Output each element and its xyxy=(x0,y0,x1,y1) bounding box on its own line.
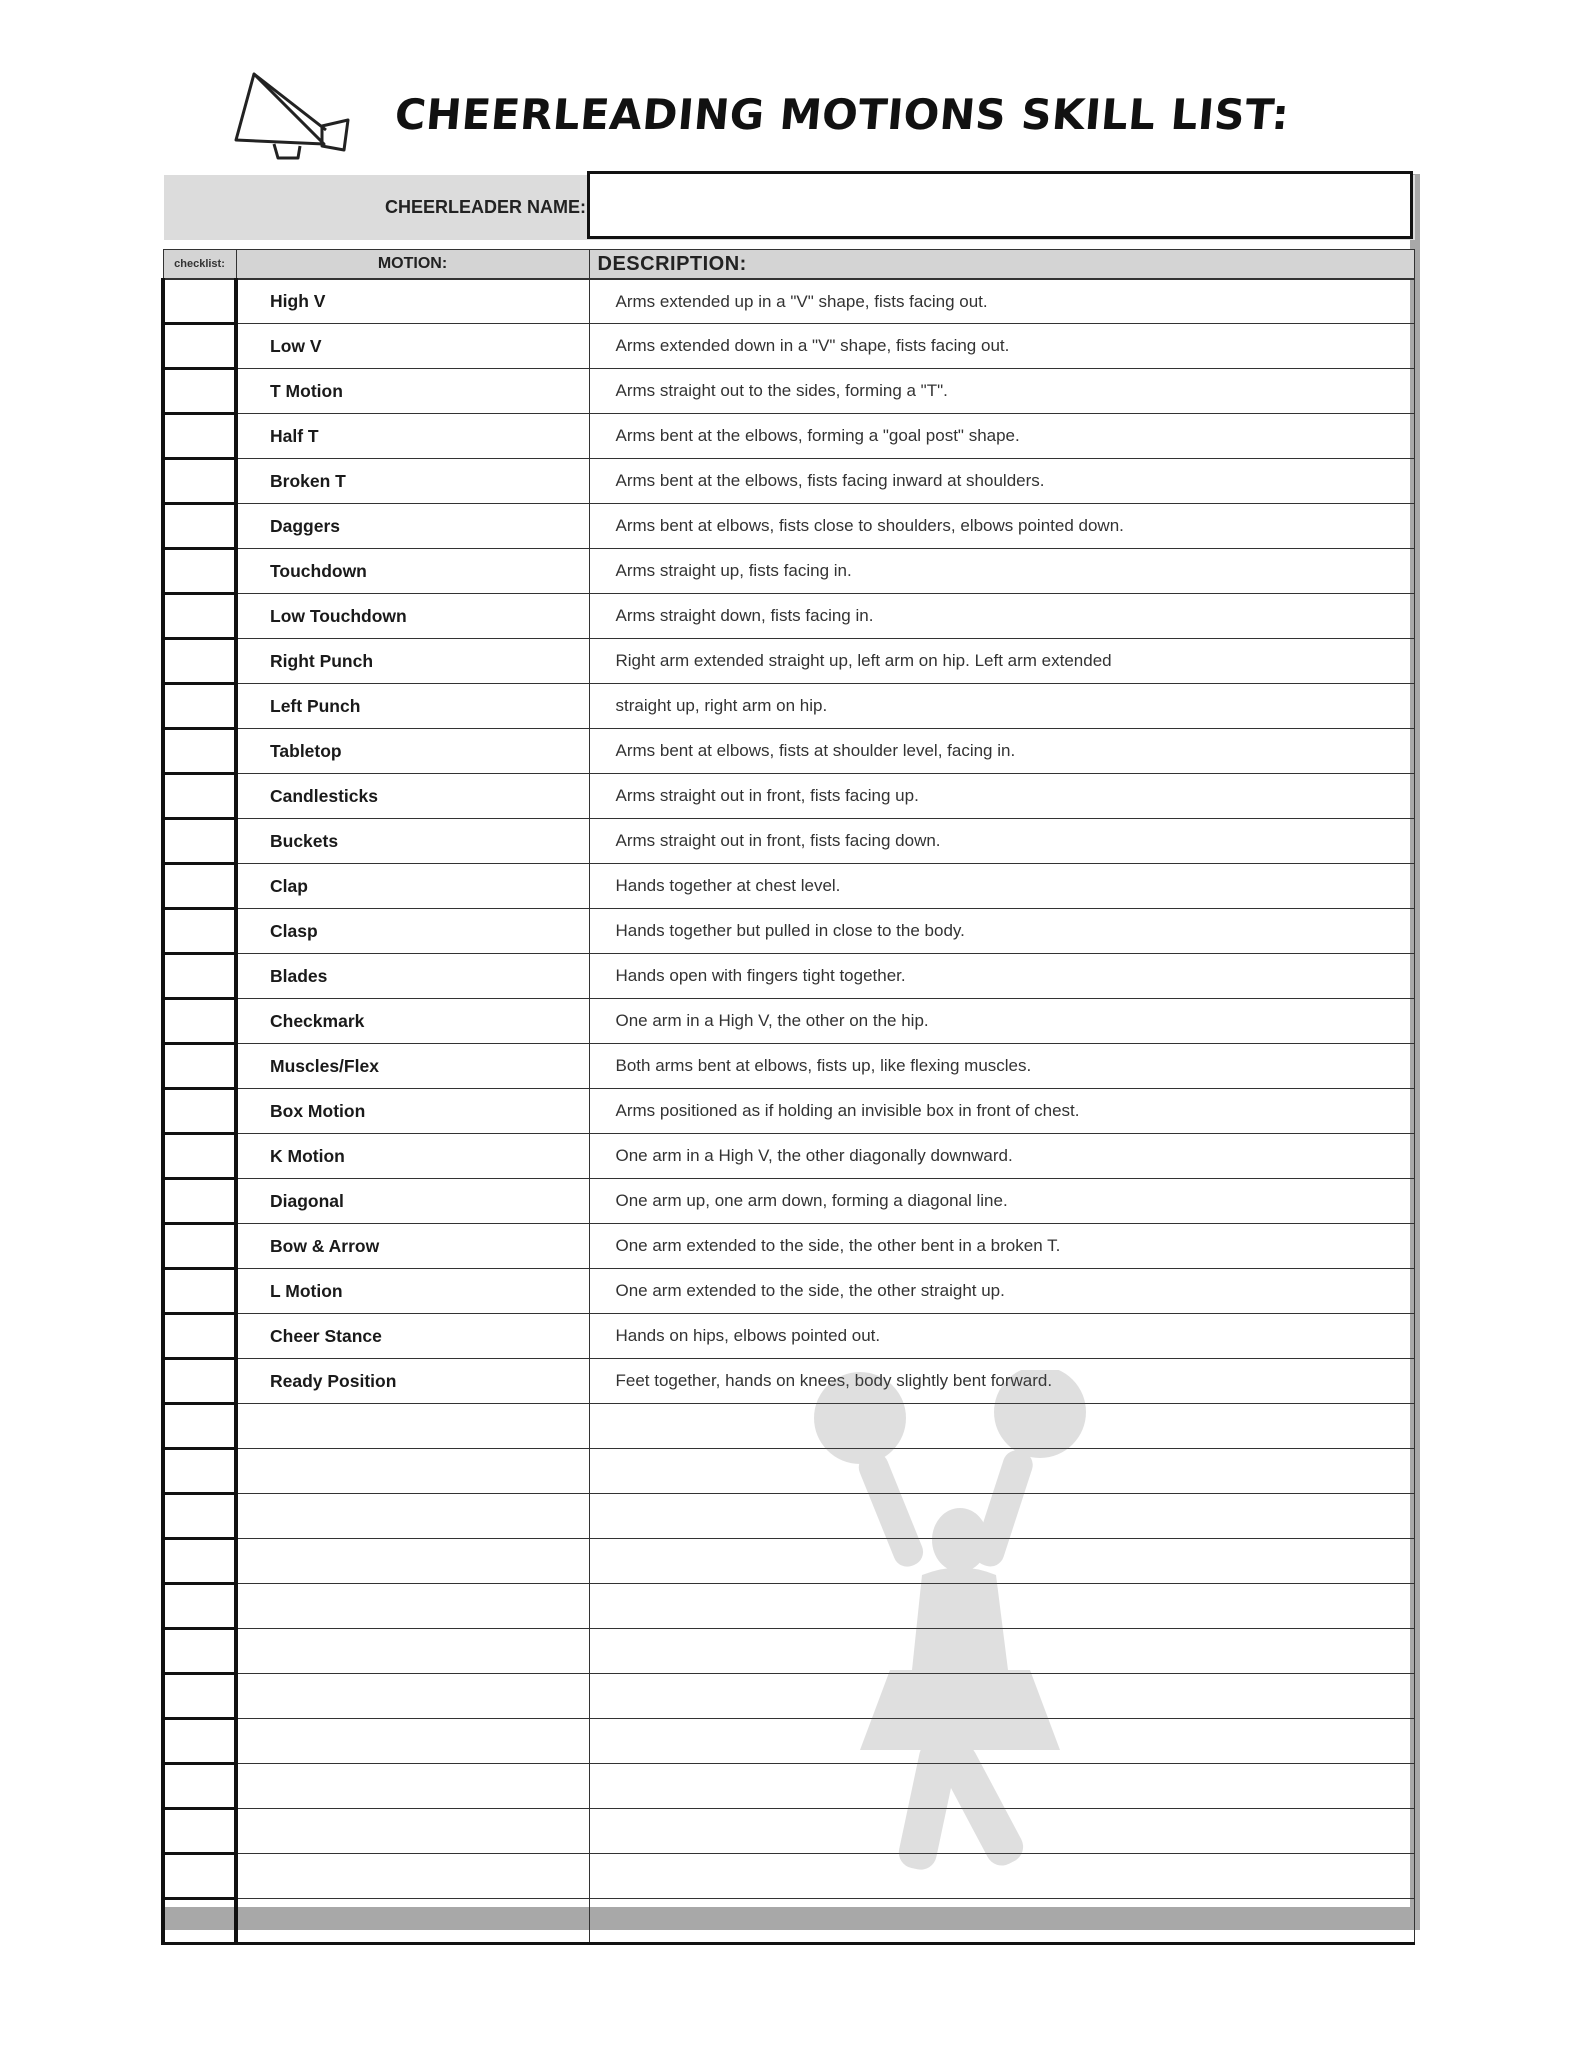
motion-cell xyxy=(236,1899,589,1944)
motion-cell: Broken T xyxy=(236,459,589,504)
motion-cell: Daggers xyxy=(236,504,589,549)
motion-cell: Bow & Arrow xyxy=(236,1224,589,1269)
table-row xyxy=(163,774,1415,819)
table-row xyxy=(163,1314,1415,1359)
checklist-box[interactable] xyxy=(163,1404,236,1449)
table-row xyxy=(163,954,1415,999)
checklist-box[interactable] xyxy=(163,1674,236,1719)
table-row xyxy=(163,639,1415,684)
checklist-box[interactable] xyxy=(163,1089,236,1134)
description-cell: Hands on hips, elbows pointed out. xyxy=(589,1314,1415,1359)
motion-cell xyxy=(236,1404,589,1449)
checklist-box[interactable] xyxy=(163,369,236,414)
table-row xyxy=(163,1764,1415,1809)
motion-cell: T Motion xyxy=(236,369,589,414)
checklist-box[interactable] xyxy=(163,1269,236,1314)
table-row xyxy=(163,864,1415,909)
motion-cell: Checkmark xyxy=(236,999,589,1044)
description-cell: One arm extended to the side, the other bent in a broken T. xyxy=(589,1224,1415,1269)
table-row xyxy=(163,1629,1415,1674)
motion-cell: High V xyxy=(236,279,589,324)
table-row xyxy=(163,1089,1415,1134)
description-cell: Arms positioned as if holding an invisible box in front of chest. xyxy=(589,1089,1415,1134)
checklist-box[interactable] xyxy=(163,1224,236,1269)
checklist-box[interactable] xyxy=(163,1314,236,1359)
checklist-box[interactable] xyxy=(163,414,236,459)
motion-cell: Cheer Stance xyxy=(236,1314,589,1359)
description-cell: Arms straight up, fists facing in. xyxy=(589,549,1415,594)
checklist-box[interactable] xyxy=(163,459,236,504)
table-row xyxy=(163,1359,1415,1404)
checklist-box[interactable] xyxy=(163,1899,236,1944)
motion-header: MOTION: xyxy=(236,250,589,280)
checklist-box[interactable] xyxy=(163,1359,236,1404)
table-row xyxy=(163,369,1415,414)
motion-cell: Ready Position xyxy=(236,1359,589,1404)
description-cell: One arm extended to the side, the other straight up. xyxy=(589,1269,1415,1314)
checklist-box[interactable] xyxy=(163,279,236,324)
motion-cell xyxy=(236,1764,589,1809)
table-row xyxy=(163,594,1415,639)
description-cell xyxy=(589,1494,1415,1539)
motion-cell: Clap xyxy=(236,864,589,909)
description-cell xyxy=(589,1674,1415,1719)
table-row xyxy=(163,459,1415,504)
table-row xyxy=(163,1224,1415,1269)
motion-cell: Diagonal xyxy=(236,1179,589,1224)
motion-cell xyxy=(236,1584,589,1629)
checklist-box[interactable] xyxy=(163,684,236,729)
table-row xyxy=(163,1584,1415,1629)
checklist-box[interactable] xyxy=(163,954,236,999)
checklist-box[interactable] xyxy=(163,909,236,954)
checklist-box[interactable] xyxy=(163,864,236,909)
description-cell: Right arm extended straight up, left arm on hip. Left arm extended xyxy=(589,639,1415,684)
motion-cell xyxy=(236,1494,589,1539)
table-row xyxy=(163,1269,1415,1314)
description-cell xyxy=(589,1629,1415,1674)
description-cell: Arms bent at the elbows, forming a "goal post" shape. xyxy=(589,414,1415,459)
checklist-box[interactable] xyxy=(163,729,236,774)
description-cell: Arms extended down in a "V" shape, fists facing out. xyxy=(589,324,1415,369)
motion-cell: Tabletop xyxy=(236,729,589,774)
description-cell: One arm in a High V, the other diagonally downward. xyxy=(589,1134,1415,1179)
description-cell xyxy=(589,1899,1415,1944)
table-row xyxy=(163,1179,1415,1224)
table-row xyxy=(163,1719,1415,1764)
checklist-box[interactable] xyxy=(163,1179,236,1224)
description-cell: Arms bent at the elbows, fists facing inward at shoulders. xyxy=(589,459,1415,504)
table-row xyxy=(163,1044,1415,1089)
description-cell xyxy=(589,1764,1415,1809)
table-row xyxy=(163,1674,1415,1719)
description-cell: Arms extended up in a "V" shape, fists facing out. xyxy=(589,279,1415,324)
description-cell: Hands together at chest level. xyxy=(589,864,1415,909)
checklist-box[interactable] xyxy=(163,1134,236,1179)
description-cell xyxy=(589,1809,1415,1854)
description-cell: Arms bent at elbows, fists close to shoulders, elbows pointed down. xyxy=(589,504,1415,549)
checklist-box[interactable] xyxy=(163,1764,236,1809)
description-cell: Arms bent at elbows, fists at shoulder level, facing in. xyxy=(589,729,1415,774)
table-row xyxy=(163,1854,1415,1899)
description-cell xyxy=(589,1449,1415,1494)
checklist-box[interactable] xyxy=(163,639,236,684)
motion-cell: Touchdown xyxy=(236,549,589,594)
description-cell: Both arms bent at elbows, fists up, like flexing muscles. xyxy=(589,1044,1415,1089)
table-row xyxy=(163,1134,1415,1179)
table-row xyxy=(163,909,1415,954)
description-cell: Arms straight out to the sides, forming a "T". xyxy=(589,369,1415,414)
table-row xyxy=(163,279,1415,324)
table-row xyxy=(163,1494,1415,1539)
checklist-box[interactable] xyxy=(163,1809,236,1854)
description-cell: straight up, right arm on hip. xyxy=(589,684,1415,729)
motion-cell: Buckets xyxy=(236,819,589,864)
description-cell: Hands together but pulled in close to the body. xyxy=(589,909,1415,954)
table-row xyxy=(163,504,1415,549)
table-row xyxy=(163,1899,1415,1944)
table-row xyxy=(163,1539,1415,1584)
motion-cell: Clasp xyxy=(236,909,589,954)
motion-cell xyxy=(236,1629,589,1674)
motion-cell: Right Punch xyxy=(236,639,589,684)
motion-cell xyxy=(236,1674,589,1719)
description-header: DESCRIPTION: xyxy=(589,250,1415,280)
table-row xyxy=(163,1449,1415,1494)
description-cell: One arm in a High V, the other on the hip. xyxy=(589,999,1415,1044)
table-row xyxy=(163,999,1415,1044)
table-row xyxy=(163,819,1415,864)
motion-cell: Candlesticks xyxy=(236,774,589,819)
table-row xyxy=(163,1404,1415,1449)
checklist-box[interactable] xyxy=(163,1449,236,1494)
checklist-box[interactable] xyxy=(163,594,236,639)
checklist-box[interactable] xyxy=(163,504,236,549)
checklist-box[interactable] xyxy=(163,1044,236,1089)
motion-cell xyxy=(236,1449,589,1494)
table-header-row xyxy=(163,250,1415,280)
description-cell xyxy=(589,1539,1415,1584)
checklist-box[interactable] xyxy=(163,324,236,369)
checklist-box[interactable] xyxy=(163,819,236,864)
motion-cell: Low V xyxy=(236,324,589,369)
cheerleader-name-field[interactable] xyxy=(587,171,1413,239)
table-row xyxy=(163,324,1415,369)
motion-cell xyxy=(236,1854,589,1899)
motion-cell: K Motion xyxy=(236,1134,589,1179)
checklist-header: checklist: xyxy=(163,250,236,280)
page-title: CHEERLEADING MOTIONS SKILL LIST: xyxy=(392,90,1292,139)
cheerleader-name-label: CHEERLEADER NAME: xyxy=(384,197,586,217)
table-row xyxy=(163,1809,1415,1854)
table-row xyxy=(163,729,1415,774)
motion-cell: L Motion xyxy=(236,1269,589,1314)
motion-cell xyxy=(236,1719,589,1764)
megaphone-icon xyxy=(226,70,356,162)
description-cell xyxy=(589,1584,1415,1629)
checklist-box[interactable] xyxy=(163,1629,236,1674)
motion-cell xyxy=(236,1539,589,1584)
description-cell: One arm up, one arm down, forming a diagonal line. xyxy=(589,1179,1415,1224)
motion-cell: Blades xyxy=(236,954,589,999)
table-row xyxy=(163,684,1415,729)
description-cell: Arms straight down, fists facing in. xyxy=(589,594,1415,639)
checklist-box[interactable] xyxy=(163,999,236,1044)
table-row xyxy=(163,414,1415,459)
motion-cell: Muscles/Flex xyxy=(236,1044,589,1089)
description-cell: Feet together, hands on knees, body slightly bent forward. xyxy=(589,1359,1415,1404)
motion-cell: Low Touchdown xyxy=(236,594,589,639)
motion-cell: Box Motion xyxy=(236,1089,589,1134)
description-cell xyxy=(589,1719,1415,1764)
motion-cell: Left Punch xyxy=(236,684,589,729)
skill-table xyxy=(161,249,1415,1945)
description-cell: Hands open with fingers tight together. xyxy=(589,954,1415,999)
description-cell xyxy=(589,1854,1415,1899)
description-cell xyxy=(589,1404,1415,1449)
table-row xyxy=(163,549,1415,594)
checklist-box[interactable] xyxy=(163,1539,236,1584)
checklist-box[interactable] xyxy=(163,1854,236,1899)
checklist-box[interactable] xyxy=(163,549,236,594)
checklist-box[interactable] xyxy=(163,1494,236,1539)
description-cell: Arms straight out in front, fists facing up. xyxy=(589,774,1415,819)
checklist-box[interactable] xyxy=(163,1719,236,1764)
checklist-box[interactable] xyxy=(163,774,236,819)
checklist-box[interactable] xyxy=(163,1584,236,1629)
description-cell: Arms straight out in front, fists facing down. xyxy=(589,819,1415,864)
motion-cell: Half T xyxy=(236,414,589,459)
motion-cell xyxy=(236,1809,589,1854)
